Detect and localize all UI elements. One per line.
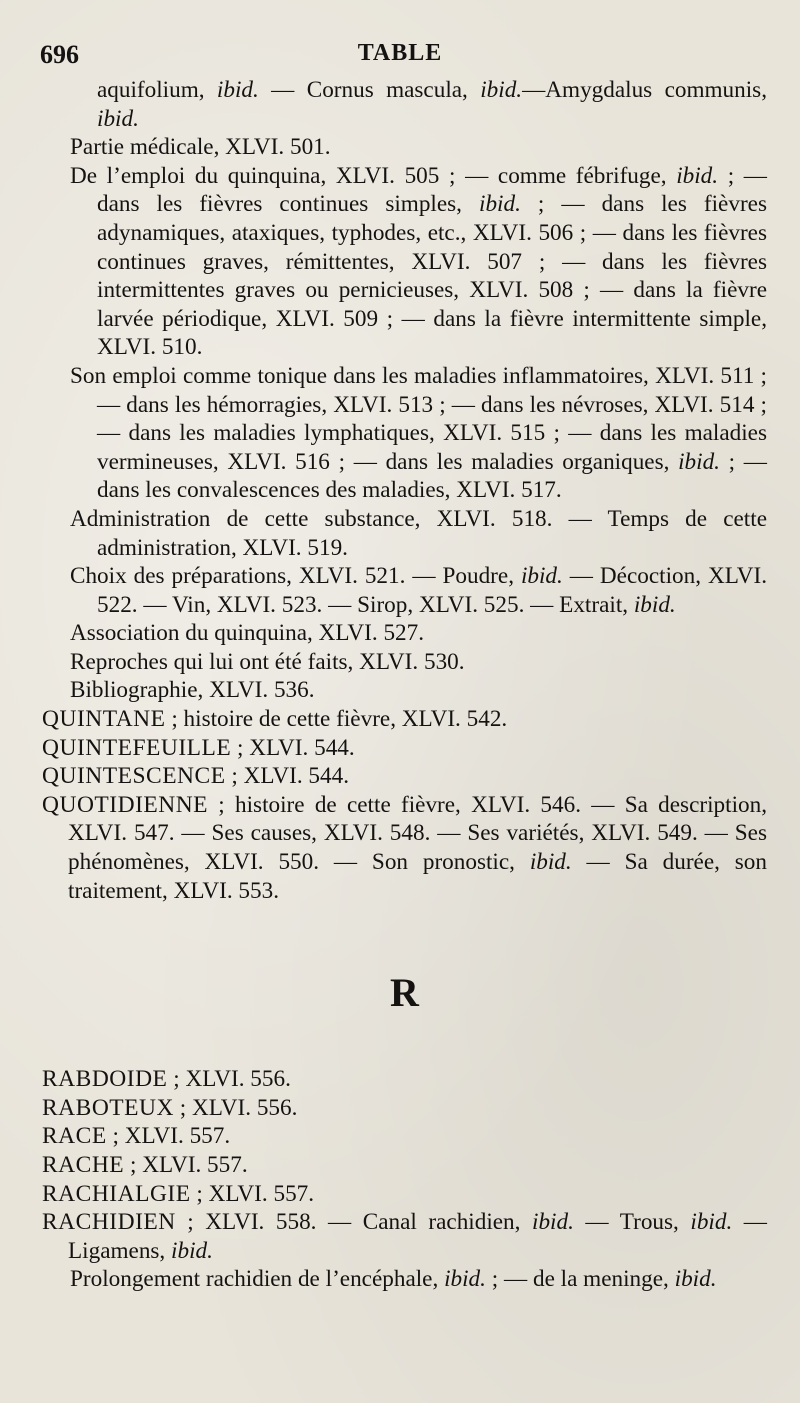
index-entries-q <box>42 76 767 905</box>
index-entry: QUINTEFEUILLE ; XLVI. 544. <box>42 734 355 761</box>
index-subentry: Son emploi comme tonique dans les maladies inflammatoires, XLVI. 511 ; — dans les hémorragies, XLVI. 513 ; — dans les névroses, XLVI. 514 ; — dans les maladies lymphatiques, XLVI. 515 ; — dans les maladies vermineuses, XLVI. 516 ; — dans les maladies organiques, ibid. ; — dans les convalescences des maladies, XLVI. 517. <box>70 362 767 504</box>
index-headword: RACHIALGIE <box>42 1180 191 1207</box>
index-entry: RACE ; XLVI. 557. <box>42 1123 231 1150</box>
index-entries-r <box>42 1065 767 1294</box>
page-header <box>0 38 800 78</box>
index-subentry: Association du quinquina, XLVI. 527. <box>70 620 425 647</box>
index-subentry: Reproches qui lui ont été faits, XLVI. 530. <box>70 648 465 675</box>
index-headword: QUOTIDIENNE <box>42 791 209 818</box>
index-headword: QUINTANE <box>42 706 166 733</box>
index-headword: RACHE <box>42 1152 125 1178</box>
index-subentry: Choix des préparations, XLVI. 521. — Poudre, ibid. — Décoction, XLVI. 522. — Vin, XLVI. 523. — Sirop, XLVI. 525. — Extrait, ibid. <box>70 563 767 618</box>
page-number: 696 <box>40 40 79 69</box>
index-headword: RACE <box>42 1123 107 1150</box>
index-entry: QUINTESCENCE ; XLVI. 544. <box>42 763 350 790</box>
index-headword: QUINTESCENCE <box>42 763 226 790</box>
index-entry: QUINTANE ; histoire de cette fièvre, XLVI. 542. <box>42 706 508 733</box>
index-entry: RABDOIDE ; XLVI. 556. <box>42 1066 291 1093</box>
index-entry: RACHIALGIE ; XLVI. 557. <box>42 1180 315 1207</box>
index-subentry: Administration de cette substance, XLVI. 518. — Temps de cette administration, XLVI. 519. <box>70 505 767 561</box>
index-entry: RACHE ; XLVI. 557. <box>42 1152 248 1178</box>
section-letter-heading: R <box>390 970 419 1016</box>
running-head: TABLE <box>357 40 443 66</box>
index-subentry: Partie médicale, XLVI. 501. <box>70 134 331 161</box>
index-headword: RACHIDIEN <box>42 1209 176 1236</box>
index-subentry: De l’emploi du quinquina, XLVI. 505 ; — comme fébrifuge, ibid. ; — dans les fièvres continues simples, ibid. ; — dans les fièvres adynamiques, ataxiques, typhodes, etc., XLVI. 506 ; — dans les fièvres continues graves, rémittentes, XLVI. 507 ; — dans les fièvres intermittentes graves ou pernicieuses, XLVI. 508 ; — dans la fièvre larvée périodique, XLVI. 509 ; — dans la fièvre intermittente simple, XLVI. 510. <box>70 162 767 361</box>
index-headword: QUINTEFEUILLE <box>42 734 232 761</box>
index-headword: RABDOIDE <box>42 1066 168 1093</box>
index-entry-continuation: aquifolium, ibid. — Cornus mascula, ibid.—Amygdalus communis, ibid. <box>97 77 767 132</box>
index-subentry: Prolongement rachidien de l’encéphale, ibid. ; — de la meninge, ibid. <box>70 1266 717 1293</box>
index-entry: QUOTIDIENNE ; histoire de cette fièvre, XLVI. 546. — Sa description, XLVI. 547. — Ses causes, XLVI. 548. — Ses variétés, XLVI. 549. — Ses phénomènes, XLVI. 550. — Son pronostic, ibid. — Sa durée, son traitement, XLVI. 553. <box>42 791 767 904</box>
index-headword: RABOTEUX <box>42 1094 174 1121</box>
index-entry: RABOTEUX ; XLVI. 556. <box>42 1094 298 1121</box>
index-entry: RACHIDIEN ; XLVI. 558. — Canal rachidien, ibid. — Trous, ibid. — Ligamens, ibid. <box>42 1209 767 1264</box>
index-subentry: Bibliographie, XLVI. 536. <box>70 677 315 704</box>
index-content <box>42 76 767 1294</box>
